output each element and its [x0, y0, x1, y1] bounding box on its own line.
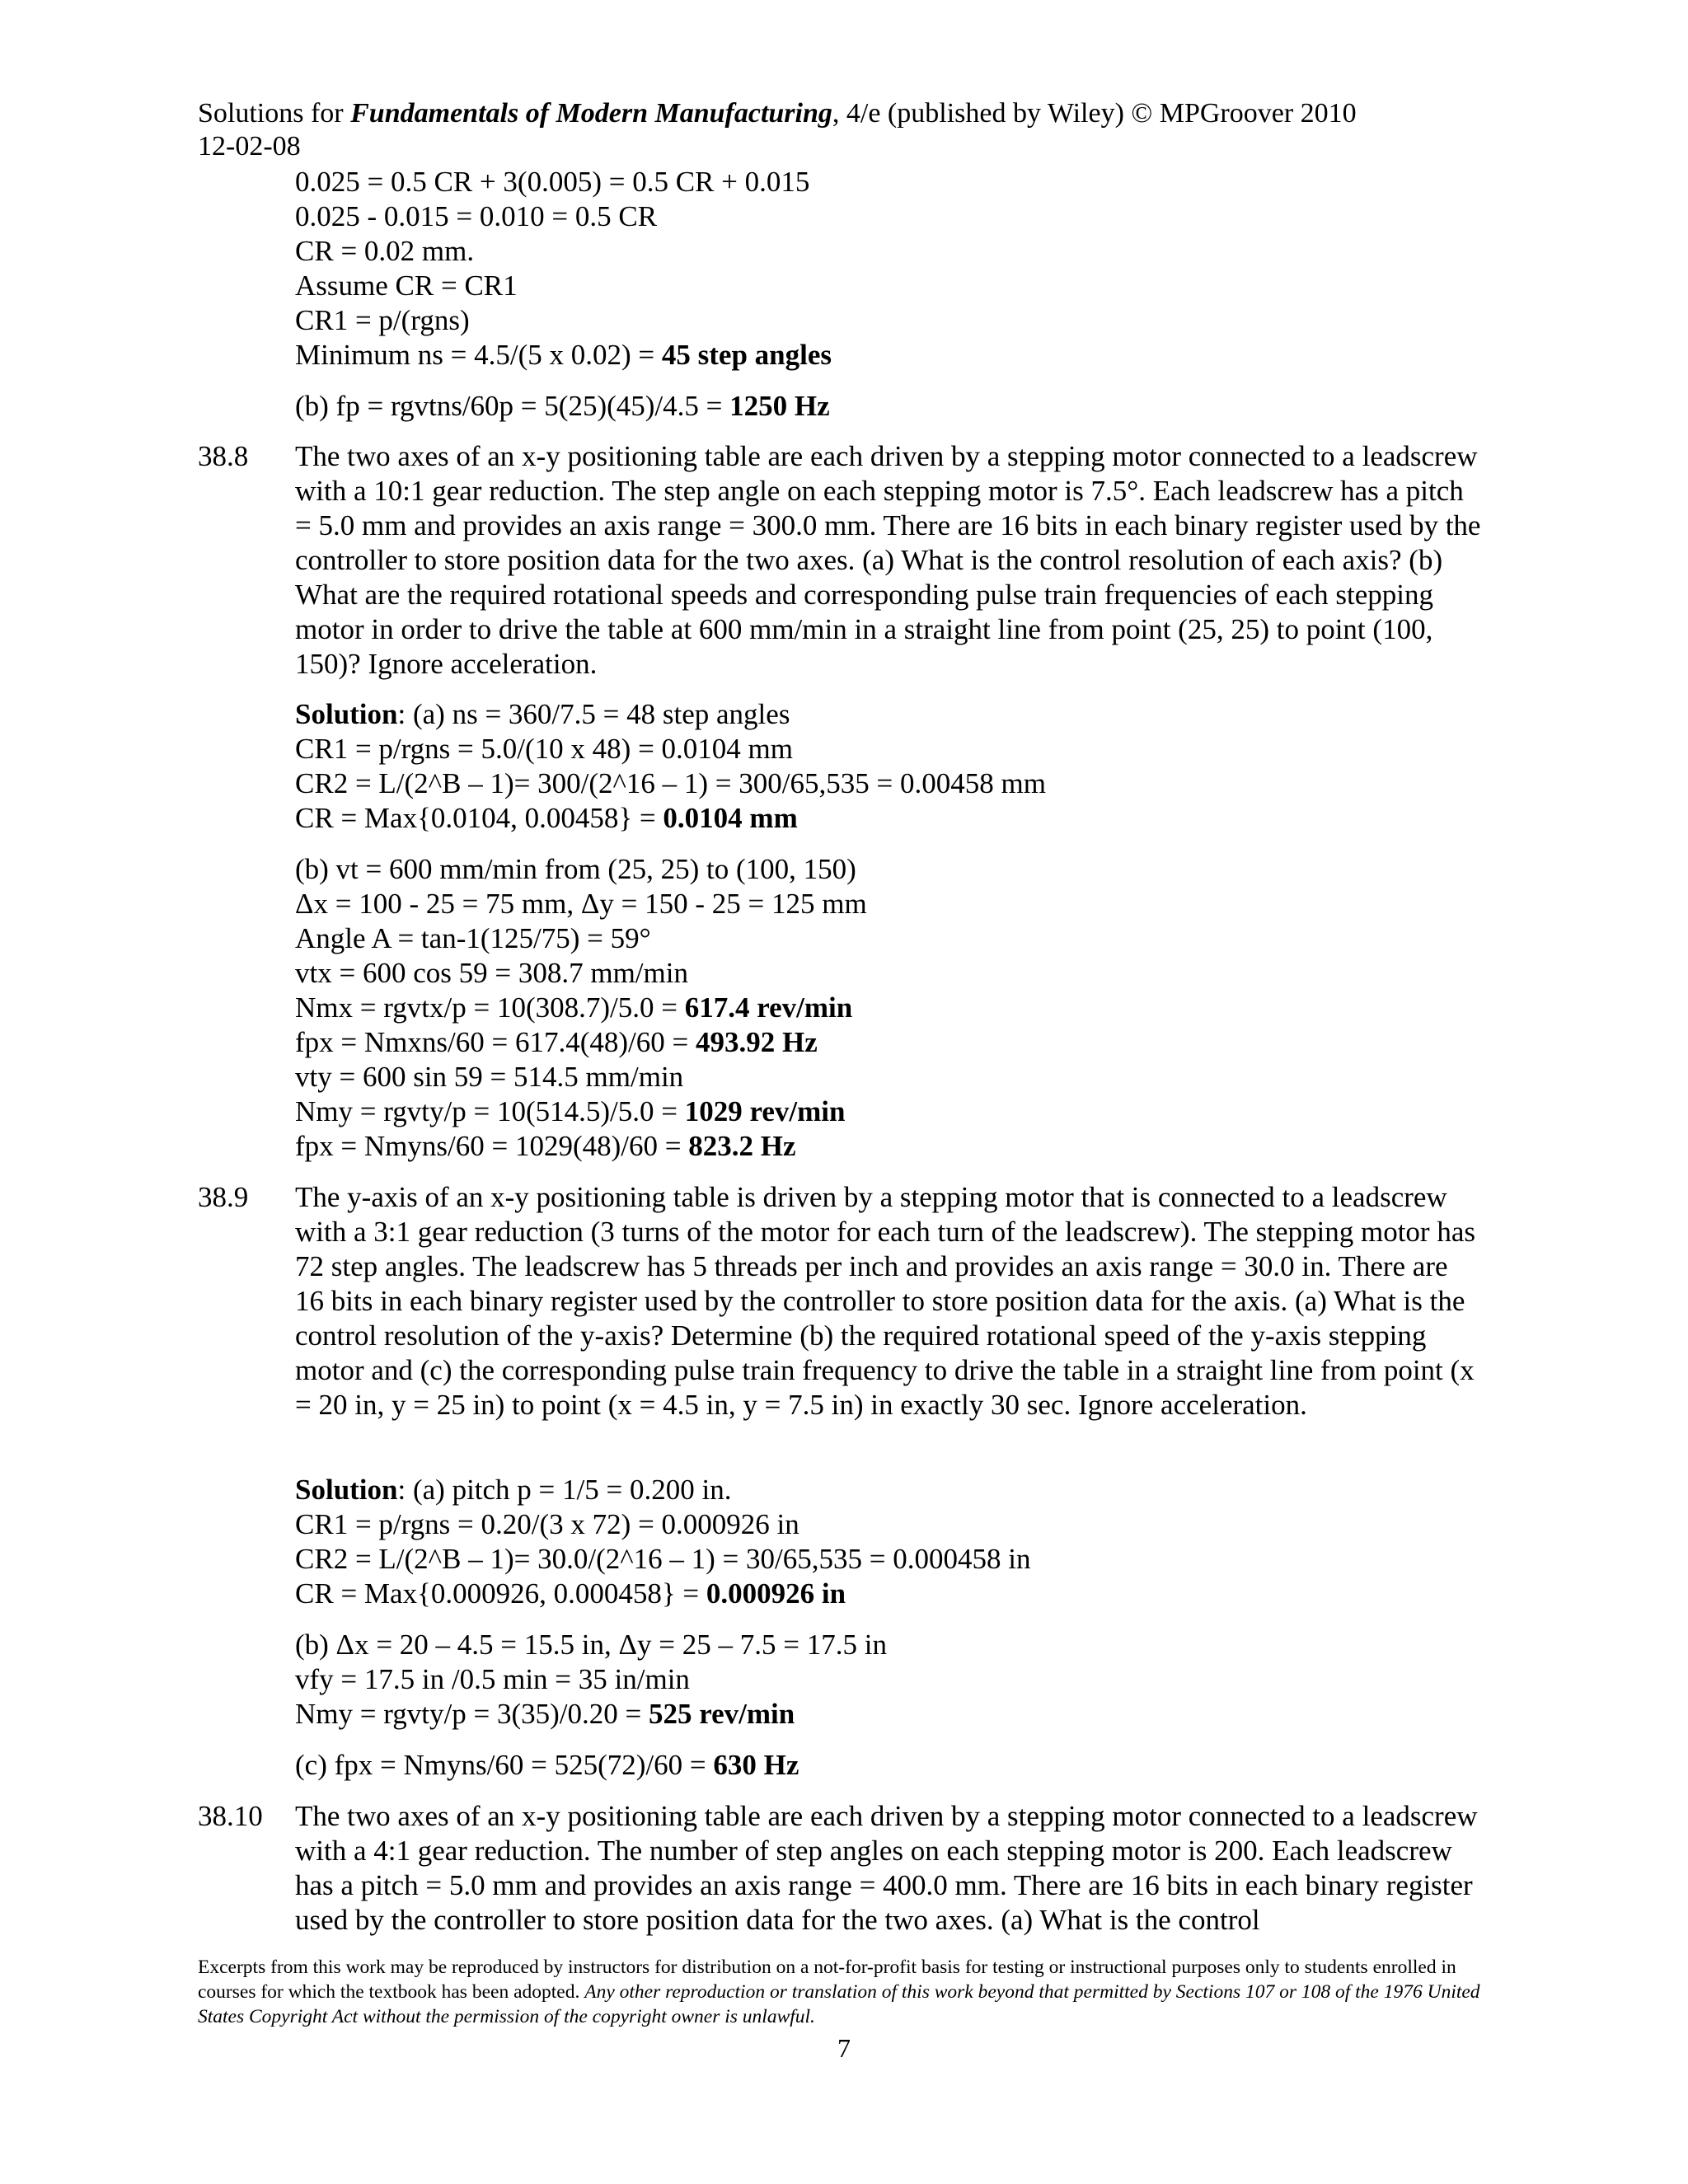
solution-line: Solution: (a) ns = 360/7.5 = 48 step angles: [295, 698, 790, 730]
answer: 823.2 Hz: [688, 1130, 796, 1162]
page-header: [198, 97, 1357, 163]
solution-line: (b) fp = rgvtns/60p = 5(25)(45)/4.5 = 1250 Hz: [295, 390, 830, 422]
solution-line: (b) vt = 600 mm/min from (25, 25) to (100, 150): [295, 853, 856, 885]
answer: 617.4 rev/min: [684, 991, 853, 1024]
solution-line: CR = Max{0.000926, 0.000458} = 0.000926 in: [295, 1577, 846, 1610]
solution-line: vfy = 17.5 in /0.5 min = 35 in/min: [295, 1663, 690, 1695]
solution-line: (c) fpx = Nmyns/60 = 525(72)/60 = 630 Hz: [295, 1749, 799, 1781]
answer: 45 step angles: [661, 339, 832, 371]
solution-line: CR = Max{0.0104, 0.00458} = 0.0104 mm: [295, 802, 798, 834]
answer: 525 rev/min: [648, 1698, 795, 1730]
problem-number: 38.10: [198, 1800, 263, 1832]
solution-line: (b) Δx = 20 – 4.5 = 15.5 in, Δy = 25 – 7.5 = 17.5 in: [295, 1629, 887, 1661]
book-title: Fundamentals of Modern Manufacturing: [350, 98, 832, 129]
solution-line: fpx = Nmyns/60 = 1029(48)/60 = 823.2 Hz: [295, 1130, 796, 1162]
answer: 0.000926 in: [706, 1577, 846, 1610]
copyright-footer: Excerpts from this work may be reproduced by instructors for distribution on a not-for-profit basis for testing or instructional purposes only to students enrolled in courses for which the textbook has been adopted. Any other reproduction or translation of this work beyond that permitted by Sections 107 or 108 of the 1976 United States Copyright Act without the permission of the copyright owner is unlawful.: [198, 1957, 1480, 2027]
solution-label: Solution: [295, 698, 398, 730]
solution-line: Angle A = tan-1(125/75) = 59°: [295, 922, 651, 954]
solution-line: CR2 = L/(2^B – 1)= 300/(2^16 – 1) = 300/65,535 = 0.00458 mm: [295, 767, 1046, 799]
solution-label: Solution: [295, 1474, 398, 1506]
solution-line: Δx = 100 - 25 = 75 mm, Δy = 150 - 25 = 125 mm: [295, 888, 867, 920]
solution-line: Assume CR = CR1: [295, 269, 518, 302]
answer: 0.0104 mm: [663, 802, 798, 834]
solution-line: 0.025 = 0.5 CR + 3(0.005) = 0.5 CR + 0.015: [295, 166, 810, 198]
solution-line: vty = 600 sin 59 = 514.5 mm/min: [295, 1061, 684, 1093]
header-citation: Solutions for Fundamentals of Modern Manufacturing, 4/e (published by Wiley) © MPGroover 2010: [198, 98, 1357, 129]
page-number: 7: [837, 2033, 851, 2063]
solution-line: Nmy = rgvty/p = 10(514.5)/5.0 = 1029 rev/min: [295, 1095, 846, 1127]
problem-statement: The y-axis of an x-y positioning table is driven by a stepping motor that is connected to a leadscrew with a 3:1 gear reduction (3 turns of the motor for each turn of the leadscrew). The stepping motor has 72 step angles. The leadscrew has 5 threads per inch and provides an axis range = 30.0 in. There are 16 bits in each binary register used by the controller to store position data for the axis. (a) What is the control resolution of the y-axis? Determine (b) the required rotational speed of the y-axis stepping motor and (c) the corresponding pulse train frequency to drive the table in a straight line from point (x = 20 in, y = 25 in) to point (x = 4.5 in, y = 7.5 in) in exactly 30 sec. Ignore acceleration.: [295, 1181, 1475, 1421]
problem-number: 38.8: [198, 440, 249, 472]
solution-line: CR1 = p/rgns = 0.20/(3 x 72) = 0.000926 in: [295, 1508, 799, 1540]
problem-statement: The two axes of an x-y positioning table are each driven by a stepping motor connected to a leadscrew with a 10:1 gear reduction. The step angle on each stepping motor is 7.5°. Each leadscrew has a pitch = 5.0 mm and provides an axis range = 300.0 mm. There are 16 bits in each binary register used by the controller to store position data for the two axes. (a) What is the control resolution of each axis? (b) What are the required rotational speeds and corresponding pulse train frequencies of each stepping motor in order to drive the table at 600 mm/min in a straight line from point (25, 25) to point (100, 150)? Ignore acceleration.: [295, 440, 1481, 680]
solution-line: Solution: (a) pitch p = 1/5 = 0.200 in.: [295, 1474, 732, 1506]
solution-line: CR2 = L/(2^B – 1)= 30.0/(2^16 – 1) = 30/65,535 = 0.000458 in: [295, 1543, 1031, 1575]
solution-line: CR1 = p/rgns = 5.0/(10 x 48) = 0.0104 mm: [295, 733, 794, 765]
problem-statement: The two axes of an x-y positioning table are each driven by a stepping motor connected to a leadscrew with a 4:1 gear reduction. The number of step angles on each stepping motor is 200. Each leadscrew has a pitch = 5.0 mm and provides an axis range = 400.0 mm. There are 16 bits in each binary register used by the controller to store position data for the two axes. (a) What is the control: [295, 1800, 1478, 1936]
solution-line: Nmx = rgvtx/p = 10(308.7)/5.0 = 617.4 rev/min: [295, 991, 853, 1024]
solution-line: Minimum ns = 4.5/(5 x 0.02) = 45 step angles: [295, 339, 832, 371]
solution-line: CR1 = p/(rgns): [295, 304, 470, 336]
header-date: 12-02-08: [198, 131, 301, 162]
answer: 1250 Hz: [729, 390, 830, 422]
problem-number: 38.9: [198, 1181, 249, 1213]
answer: 630 Hz: [713, 1749, 799, 1781]
answer: 493.92 Hz: [696, 1026, 818, 1058]
solution-line: vtx = 600 cos 59 = 308.7 mm/min: [295, 957, 688, 989]
answer: 1029 rev/min: [684, 1095, 846, 1127]
solution-line: Nmy = rgvty/p = 3(35)/0.20 = 525 rev/min: [295, 1698, 795, 1730]
solution-line: fpx = Nmxns/60 = 617.4(48)/60 = 493.92 Hz: [295, 1026, 818, 1058]
solution-line: CR = 0.02 mm.: [295, 235, 475, 267]
solution-line: 0.025 - 0.015 = 0.010 = 0.5 CR: [295, 200, 658, 232]
